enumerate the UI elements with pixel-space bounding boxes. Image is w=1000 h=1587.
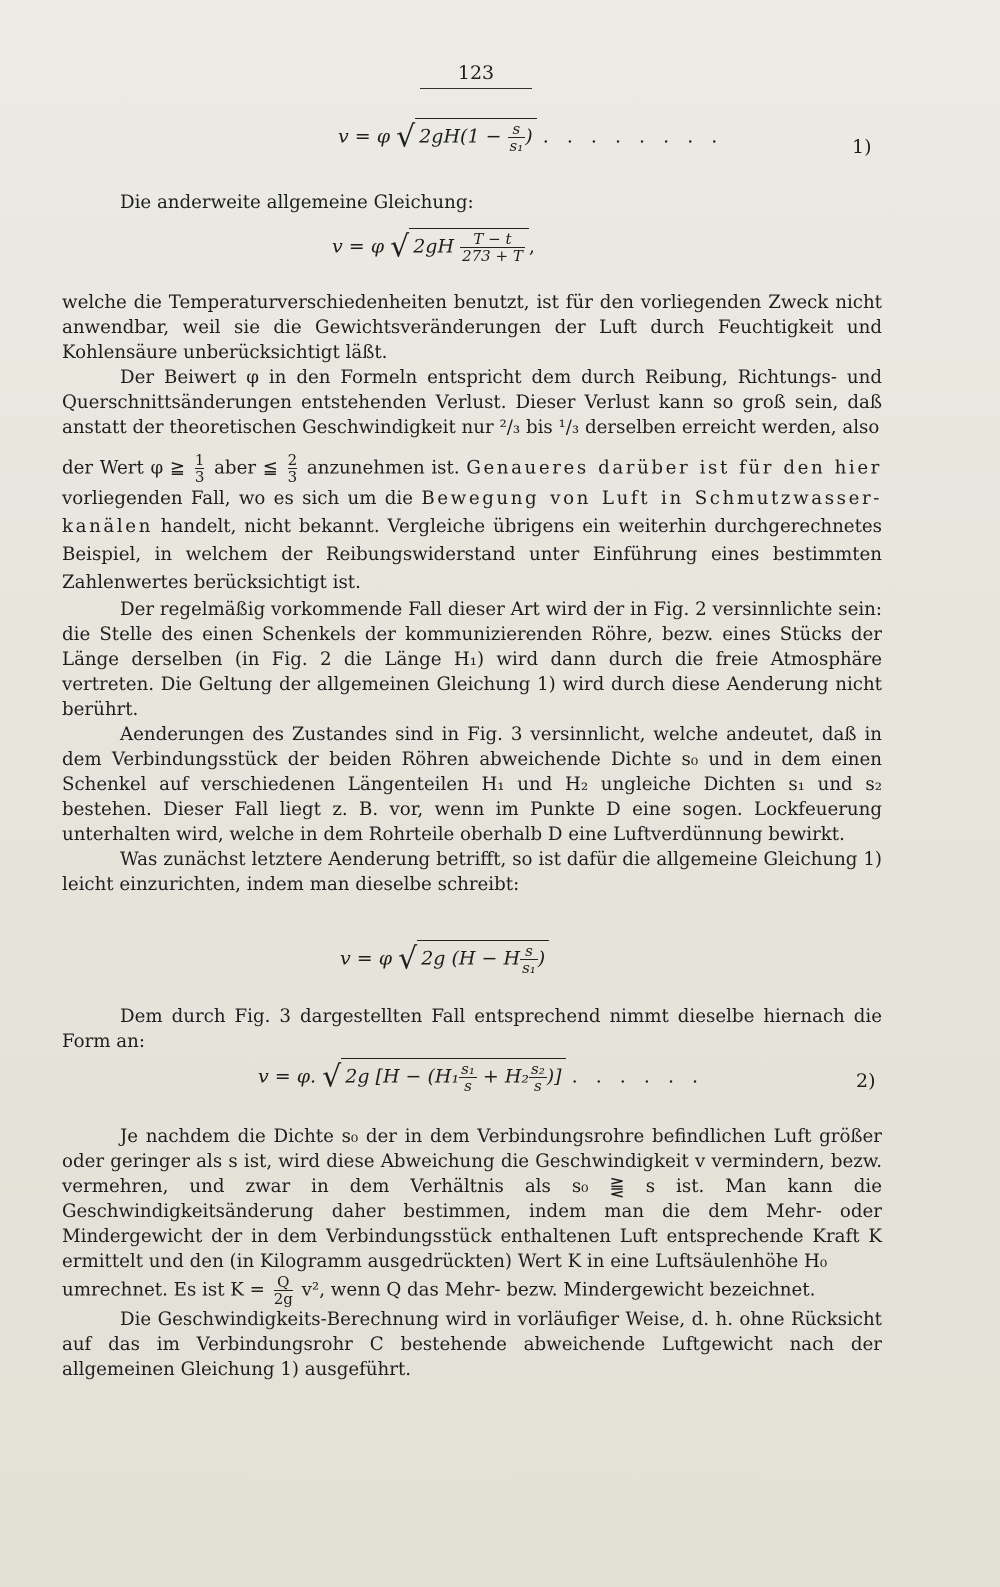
equation-2: v = φ. √ 2g [H − (H₁ $\frac{\text{s₁}}{s}$ + H₂ $\frac{\text{s₂}}{s}$ )] . . . . . .	[258, 1059, 705, 1095]
text-block-4	[62, 1124, 882, 1382]
radical-sign: √	[322, 1059, 342, 1095]
paragraph: Die Geschwindigkeits-Berechnung wird in vorläufiger Weise, d. h. ohne Rücksicht auf das im Verbindungsrohr C bestehende abweichende Luftgewicht nach der allgemeinen Gleichung 1) ausgeführt.	[62, 1309, 882, 1380]
equation-3: v = φ √ 2g (H − H $\frac{s}{\text{s₁}}$ )	[340, 940, 549, 977]
text-block-1	[62, 290, 882, 440]
eq1-radicand: 2gH(1 − $\frac{s}{\text{s₁}}$ )	[415, 118, 536, 154]
radical-sign: √	[396, 119, 416, 155]
paragraph-with-fractions: der Wert φ ≧ $\frac{1}{3}$ aber ≦ $\frac{2}{3}$ anzunehmen ist. Genaueres darüber ist für den hier vorliegenden Fall, wo es sich um die Bewegung von Luft in Schmutzwasser-kanälen handelt, nicht bekannt. Vergleiche übrigens ein weiterhin durchgerechnetes Beispiel, in welchem der Reibungswiderstand unter Einführung eines bestimmten Zahlenwertes berücksichtigt ist.	[62, 451, 882, 593]
radical-sign: √	[390, 229, 410, 265]
paragraph: Je nachdem die Dichte s₀ der in dem Verbindungsrohre befindlichen Luft größer oder geringer als s ist, wird diese Abweichung die Geschwindigkeit v vermindern, bezw. vermehren, und zwar in dem Verhältnis als s₀ ⪌ s ist. Man kann die Geschwindigkeitsänderung daher bestimmen, indem man die dem Mehr- oder Mindergewicht der in dem Verbindungsstück enthaltenen Luft entsprechende Kraft K ermittelt und den (in Kilogramm ausgedrückten) Wert K in eine Luftsäulenhöhe H₀	[62, 1126, 882, 1272]
paragraph: Dem durch Fig. 3 dargestellten Fall entsprechend nimmt dieselbe hiernach die Form an:	[62, 1006, 882, 1052]
paragraph-with-fraction: umrechnet. Es ist K = $\frac{Q}{2g}$ v², wenn Q das Mehr- bezw. Mindergewicht bezeichnet.	[62, 1273, 816, 1308]
paragraph: Der regelmäßig vorkommende Fall dieser Art wird der in Fig. 2 versinnlichte sein: die Stelle des einen Schenkels der kommunizierenden Röhre, bezw. eines Stücks der Länge derselben (in Fig. 2 die Länge H₁) wird dann durch die freie Atmosphäre vertreten. Die Geltung der allgemeinen Gleichung 1) wird durch diese Aenderung nicht berührt.	[62, 599, 882, 720]
text-block-2	[62, 452, 882, 897]
page-number: 123	[420, 62, 532, 89]
eq1-leader-dots: . . . . . . . .	[542, 125, 724, 148]
paragraph: Die anderweite allgemeine Gleichung:	[120, 192, 474, 213]
eq1-label: 1)	[852, 136, 872, 158]
gleichung-intro	[62, 190, 882, 215]
text-block-3	[62, 1004, 882, 1054]
paragraph: welche die Temperaturverschiedenheiten benutzt, ist für den vorliegenden Zweck nicht anwendbar, weil sie die Gewichtsveränderungen der Luft durch Feuchtigkeit und Kohlensäure unberücksichtigt läßt.	[62, 292, 882, 363]
eq2-leader-dots: . . . . . .	[571, 1065, 705, 1088]
equation-1	[338, 118, 723, 155]
paragraph: Was zunächst letztere Aenderung betrifft, so ist dafür die allgemeine Gleichung 1) leicht einzurichten, indem man dieselbe schreibt:	[62, 849, 882, 895]
paragraph: Der Beiwert φ in den Formeln entspricht dem durch Reibung, Richtungs- und Querschnittsänderungen entstehenden Verlust. Dieser Verlust kann so groß sein, daß anstatt der theoretischen Geschwindigkeit nur ²/₃ bis ¹/₃ derselben erreicht werden, also	[62, 367, 882, 438]
eq2-label: 2)	[856, 1070, 876, 1092]
paragraph: Aenderungen des Zustandes sind in Fig. 3 versinnlicht, welche andeutet, daß in dem Verbindungsstück der beiden Röhren abweichende Dichte s₀ und in dem einen Schenkel auf verschiedenen Längenteilen H₁ und H₂ ungleiche Dichten s₁ und s₂ bestehen. Dieser Fall liegt z. B. vor, wenn im Punkte D eine sogen. Lockfeuerung unterhalten wird, welche in dem Rohrteile oberhalb D eine Luftverdünnung bewirkt.	[62, 724, 882, 845]
equation-temperature: v = φ √ 2gH $\frac{T - t}{273 + T}$ ,	[332, 229, 535, 265]
radical-sign: √	[398, 941, 418, 977]
eq1-lhs: v = φ	[338, 125, 391, 148]
